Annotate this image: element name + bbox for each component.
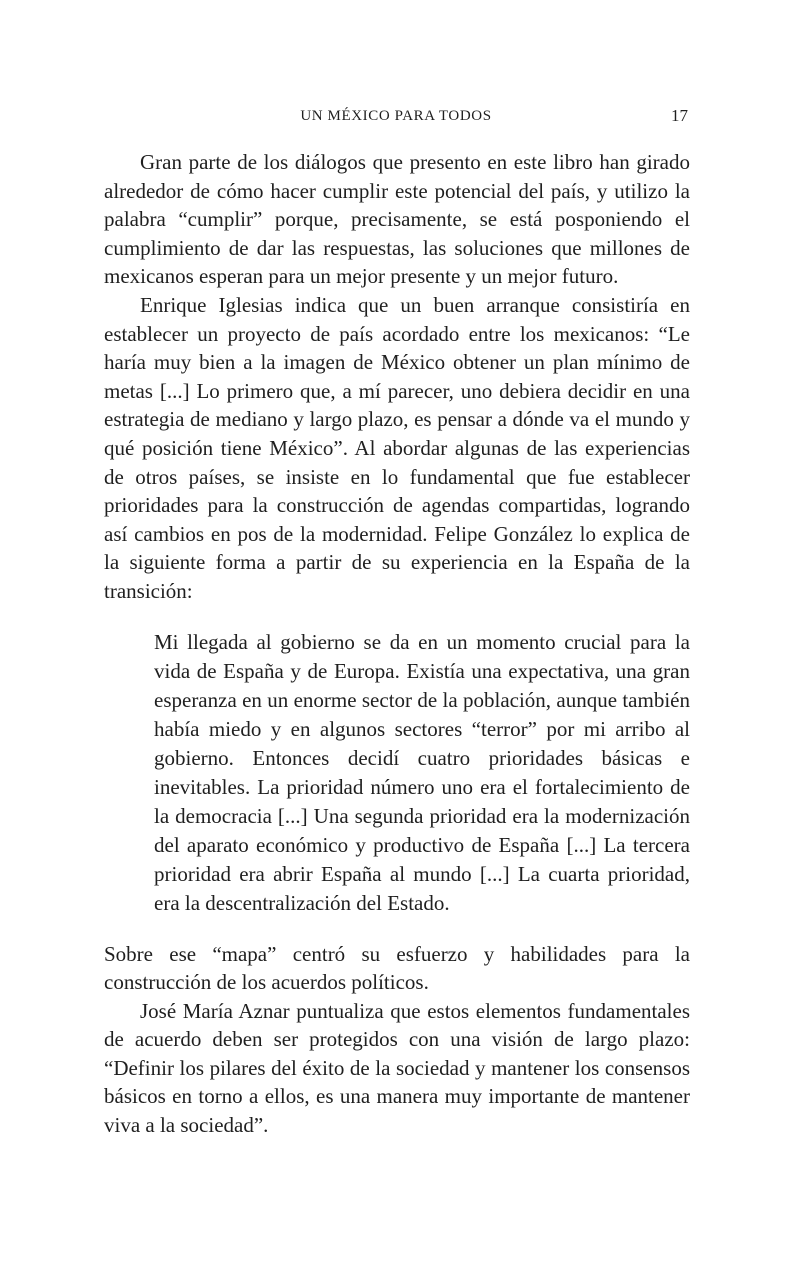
body-text xyxy=(104,148,690,1140)
block-quote: Mi llegada al gobierno se da en un momento crucial para la vida de España y de Europa. Existía una expectativa, una gran esperanza en un enorme sector de la población, aunque también había miedo y en algunos sectores “terror” por mi arribo al gobierno. Entonces decidí cuatro prioridades básicas e inevitables. La prioridad número uno era el fortalecimiento de la democracia [...] Una segunda prioridad era la modernización del aparato económico y productivo de España [...] La tercera prioridad era abrir España al mundo [...] La cuarta prioridad, era la descentralización del Estado. xyxy=(154,629,690,915)
running-title: UN MÉXICO PARA TODOS xyxy=(300,108,492,124)
paragraph: Gran parte de los diálogos que presento en este libro han girado alrededor de cómo hacer cumplir este potencial del país, y utilizo la palabra “cumplir” porque, precisamente, se está posponiendo el cumplimiento de dar las respuestas, las soluciones que millones de mexicanos esperan para un mejor presente y un mejor futuro. xyxy=(104,150,690,289)
paragraph: Sobre ese “mapa” centró su esfuerzo y habilidades para la construcción de los acuerdos políticos. xyxy=(104,941,690,995)
paragraph: José María Aznar puntualiza que estos elementos fundamentales de acuerdo deben ser protegidos con una visión de largo plazo: “Definir los pilares del éxito de la sociedad y mantener los consensos básicos en torno a ellos, es una manera muy importante de mantener viva a la sociedad”. xyxy=(104,998,690,1138)
running-header xyxy=(104,106,688,128)
paragraph: Enrique Iglesias indica que un buen arranque consistiría en establecer un proyecto de país acordado entre los mexicanos: “Le haría muy bien a la imagen de México obtener un plan mínimo de metas [...] Lo primero que, a mí parecer, uno debiera decidir en una estrategia de mediano y largo plazo, es pensar a dónde va el mundo y qué posición tiene México”. Al abordar algunas de las experiencias de otros países, se insiste en lo fundamental que fue establecer prioridades para la construcción de agendas compartidas, logrando así cambios en pos de la modernidad. Felipe González lo explica de la siguiente forma a partir de su experiencia en la España de la transición: xyxy=(104,292,690,603)
page-number: 17 xyxy=(671,106,688,125)
